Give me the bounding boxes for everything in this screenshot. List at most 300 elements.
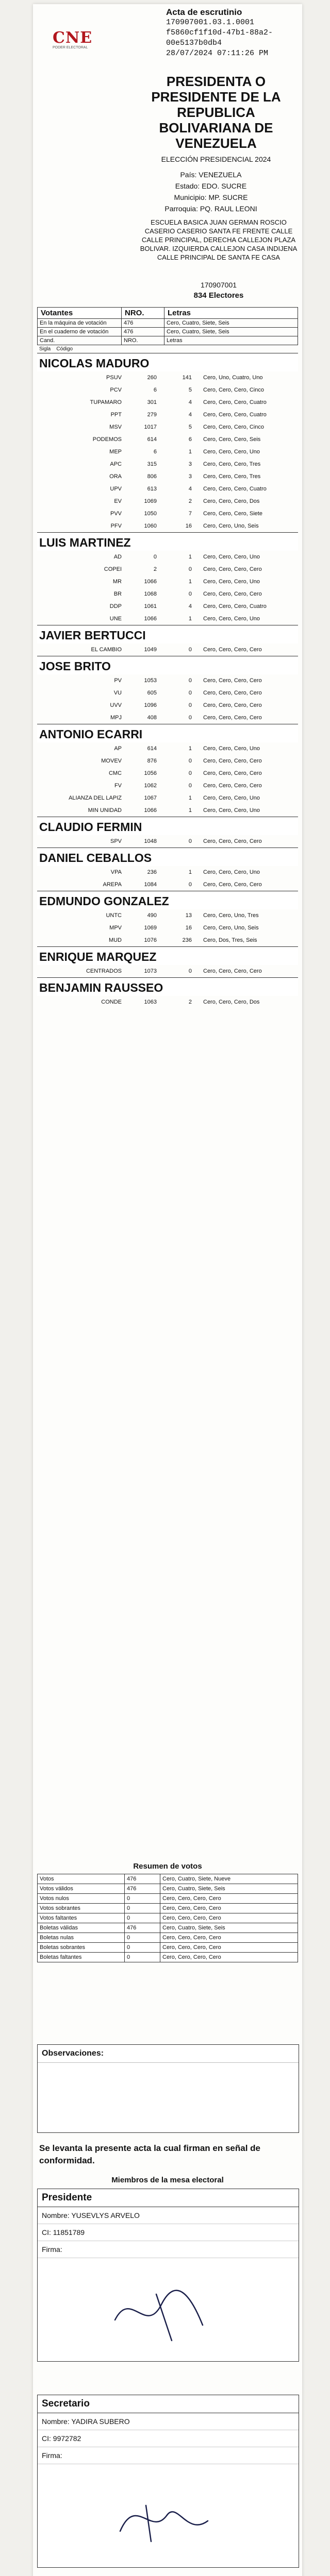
resumen-row [38,1933,298,1943]
party-votes: 4 [188,399,192,405]
party-row [37,495,298,507]
party-row [37,507,298,520]
party-row [37,409,298,421]
party-row [37,483,298,495]
candidate-name: BENJAMIN RAUSSEO [37,978,298,996]
party-votes-words: Cero, Cero, Cero, Uno [203,745,260,752]
table-row [38,328,298,336]
estado: Estado: EDO. SUCRE [175,182,247,190]
candidate-name: JAVIER BERTUCCI [37,625,298,644]
party-code: 614 [147,436,157,443]
party-sigla: BR [113,591,122,597]
party-votes: 4 [188,486,192,492]
party-row [37,371,298,384]
party-row [37,779,298,792]
party-code: 1068 [144,591,157,597]
party-code: 614 [147,745,157,752]
resumen-label: Boletas faltantes [38,1953,125,1962]
party-votes-words: Cero, Cero, Cero, Uno [203,579,260,585]
resumen-nro: 0 [125,1913,160,1923]
party-sigla: CONDE [101,999,122,1005]
resumen-letras: Cero, Cero, Cero, Cero [160,1943,298,1953]
party-votes-words: Cero, Cero, Uno, Seis [203,523,259,529]
party-votes-words: Cero, Cero, Uno, Tres [203,912,259,919]
party-votes-words: Cero, Cero, Cero, Tres [203,461,261,467]
party-row [37,866,298,878]
party-votes: 0 [188,882,192,888]
party-votes: 0 [188,591,192,597]
party-votes-words: Cero, Cero, Cero, Cero [203,566,262,572]
sub-header-row [38,336,298,345]
resumen-row [38,1904,298,1913]
party-votes-words: Cero, Cero, Cero, Siete [203,511,262,517]
location-block [126,169,296,214]
resumen-letras: Cero, Cero, Cero, Cero [160,1904,298,1913]
member-name: Nombre: YUSEVLYS ARVELO [38,2207,299,2224]
party-votes-words: Cero, Cero, Cero, Uno [203,449,260,455]
party-code: 806 [147,473,157,480]
party-sigla: FV [114,783,122,789]
candidate-block [37,724,298,817]
party-row [37,792,298,804]
party-code: 1066 [144,807,157,814]
resumen-nro: 0 [125,1894,160,1904]
resumen-letras: Cero, Cero, Cero, Cero [160,1953,298,1962]
candidate-name: JOSE BRITO [37,656,298,675]
party-code: 236 [147,869,157,875]
party-row [37,396,298,409]
party-row [37,742,298,755]
party-row [37,996,298,1008]
party-votes-words: Cero, Cero, Cero, Dos [203,999,260,1005]
party-code: 315 [147,461,157,467]
party-votes-words: Cero, Cero, Cero, Cero [203,770,262,776]
party-sigla: EL CAMBIO [91,647,122,653]
party-row [37,458,298,470]
party-row [37,551,298,563]
candidate-name: NICOLAS MADURO [37,353,298,372]
party-votes-words: Cero, Cero, Cero, Cero [203,882,262,888]
party-row [37,965,298,977]
party-row [37,613,298,625]
party-votes: 0 [188,968,192,974]
centro-code: 170907001 [200,281,237,289]
party-row [37,711,298,724]
centro-name: ESCUELA BASICA JUAN GERMAN ROSCIO [151,218,287,226]
party-votes-words: Cero, Cero, Cero, Uno [203,795,260,801]
resumen-row [38,1874,298,1884]
party-sigla: DDP [109,603,122,609]
party-code: 1063 [144,999,157,1005]
party-sigla: ALIANZA DEL LAPIZ [69,795,122,801]
party-row [37,520,298,532]
resumen-label: Boletas nulas [38,1933,125,1943]
conformidad-statement: Se levanta la presente acta la cual firman en señal de conformidad. [39,2143,260,2165]
party-code: 6 [153,449,157,455]
party-sigla: MOVEV [101,758,122,764]
party-sigla: ORA [109,473,122,480]
row-label: En la máquina de votación [38,319,122,328]
party-row [37,909,298,922]
party-votes: 4 [188,412,192,418]
sub-head-cand: Cand. [38,336,122,345]
party-sigla: PSUV [106,375,122,381]
party-code: 260 [147,375,157,381]
party-sigla: VPA [110,869,122,875]
resumen-caption: Resumen de votos [133,1862,202,1871]
party-sigla: MEP [109,449,122,455]
sub-head-codigo: Código [56,346,73,352]
party-row [37,687,298,699]
party-votes: 1 [188,745,192,752]
party-sigla: TUPAMARO [90,399,122,405]
party-sigla: MPJ [110,715,122,721]
party-code: 1061 [144,603,157,609]
pais: País: VENEZUELA [180,171,242,179]
party-code: 1066 [144,579,157,585]
party-votes-words: Cero, Cero, Cero, Tres [203,473,261,480]
party-votes: 0 [188,566,192,572]
party-votes: 3 [188,473,192,480]
party-votes-words: Cero, Cero, Cero, Uno [203,869,260,875]
resumen-table [37,1859,298,1962]
party-votes: 0 [188,647,192,653]
resumen-nro: 0 [125,1943,160,1953]
party-code: 279 [147,412,157,418]
acta-codes [136,7,296,59]
resumen-letras: Cero, Cuatro, Siete, Seis [160,1884,298,1894]
party-votes: 141 [182,375,192,381]
resumen-nro: 0 [125,1904,160,1913]
party-votes: 0 [188,677,192,684]
cne-logo [53,29,109,60]
party-votes-words: Cero, Cero, Cero, Cuatro [203,603,267,609]
party-votes-words: Cero, Cero, Cero, Uno [203,616,260,622]
candidate-block [37,625,298,656]
member-role: Presidente [38,2189,299,2207]
party-sigla: PFV [110,523,122,529]
party-sigla: PODEMOS [92,436,122,443]
party-votes: 0 [188,770,192,776]
party-votes: 13 [185,912,192,919]
party-votes-words: Cero, Cero, Cero, Cuatro [203,412,267,418]
resumen-row [38,1943,298,1953]
resumen-nro: 476 [125,1923,160,1933]
party-votes-words: Cero, Cero, Cero, Cero [203,838,262,844]
party-votes-words: Cero, Cero, Cero, Cero [203,677,262,684]
candidate-block [37,656,298,724]
election-name: ELECCIÓN PRESIDENCIAL 2024 [161,155,271,163]
candidate-name: ANTONIO ECARRI [37,724,298,743]
party-sigla: UVV [110,702,122,708]
member-ci: CI: 9972782 [38,2430,299,2447]
party-votes-words: Cero, Cero, Cero, Cero [203,702,262,708]
candidate-block [37,977,298,1008]
party-row [37,674,298,687]
party-votes: 1 [188,869,192,875]
logo-mark: CNE [53,29,93,47]
party-votes: 0 [188,783,192,789]
party-votes-words: Cero, Cero, Cero, Cero [203,783,262,789]
party-code: 408 [147,715,157,721]
party-votes: 4 [188,603,192,609]
party-votes-words: Cero, Cero, Cero, Uno [203,807,260,814]
party-row [37,575,298,588]
party-votes: 0 [188,838,192,844]
party-votes: 1 [188,616,192,622]
party-row [37,384,298,396]
candidate-name: DANIEL CEBALLOS [37,848,298,867]
party-code: 2 [153,566,157,572]
party-code: 1048 [144,838,157,844]
party-code: 1069 [144,498,157,504]
party-sigla: EV [114,498,122,504]
logo-subtitle: PODER ELECTORAL [53,46,88,49]
party-votes-words: Cero, Cero, Cero, Cuatro [203,486,267,492]
signature [38,2464,299,2567]
party-code: 6 [153,387,157,393]
candidates-list [37,353,298,1008]
party-row [37,755,298,767]
col-votantes: Votantes [38,308,122,319]
centro-address: CASERIO CASERIO SANTA FE FRENTE CALLE CALLE PRINCIPAL, DERECHA CALLEJON PLAZA BOLIVAR. IZQUIERDA CALLEJON CASA INDIJENA CALLE PRINCIPAL DE SANTA FE CASA [140,227,298,261]
resumen-row [38,1913,298,1923]
candidate-name: CLAUDIO FERMIN [37,817,298,836]
party-votes: 236 [182,937,192,943]
electores-count: 834 Electores [193,291,244,300]
party-row [37,421,298,433]
party-code: 1067 [144,795,157,801]
row-letras: Cero, Cuatro, Siete, Seis [164,319,298,328]
resumen-letras: Cero, Cero, Cero, Cero [160,1894,298,1904]
candidate-block [37,353,298,532]
resumen-row [38,1894,298,1904]
party-votes-words: Cero, Cero, Cero, Cero [203,715,262,721]
resumen-nro: 476 [125,1874,160,1884]
party-sigla: CENTRADOS [86,968,122,974]
party-code: 1017 [144,424,157,430]
party-sigla: PCV [110,387,122,393]
party-votes-words: Cero, Uno, Cuatro, Uno [203,375,263,381]
party-votes: 5 [188,387,192,393]
resumen-label: Votos nulos [38,1894,125,1904]
party-sigla: UNTC [106,912,122,919]
party-votes: 16 [185,925,192,931]
party-votes: 1 [188,795,192,801]
party-row [37,699,298,711]
resumen-label: Boletas sobrantes [38,1943,125,1953]
party-code: 490 [147,912,157,919]
resumen-label: Votos faltantes [38,1913,125,1923]
resumen-letras: Cero, Cero, Cero, Cero [160,1913,298,1923]
party-votes: 7 [188,511,192,517]
sub-head-nro: NRO. [122,336,164,345]
party-sigla: MR [112,579,122,585]
sub-head-sigla: Sigla [39,346,51,352]
member-role: Secretario [38,2395,299,2413]
member-firma-label: Firma: [38,2447,299,2464]
election-title [136,74,296,163]
party-code: 1069 [144,925,157,931]
resumen-label: Votos sobrantes [38,1904,125,1913]
party-votes-words: Cero, Cero, Cero, Cero [203,968,262,974]
candidate-block [37,532,298,625]
party-votes-words: Cero, Dos, Tres, Seis [203,937,257,943]
party-row [37,588,298,600]
candidate-block [37,946,298,977]
resumen-row [38,1953,298,1962]
resumen-letras: Cero, Cuatro, Siete, Seis [160,1923,298,1933]
row-nro: 476 [122,328,164,336]
observaciones-box [37,2044,299,2133]
party-sigla: MUD [108,937,122,943]
member-ci: CI: 11851789 [38,2224,299,2241]
party-sigla: AP [114,745,122,752]
candidate-block [37,848,298,891]
party-row [37,563,298,575]
table-row [38,319,298,328]
party-code: 1062 [144,783,157,789]
party-votes-words: Cero, Cero, Cero, Cuatro [203,399,267,405]
party-row [37,804,298,817]
party-code: 613 [147,486,157,492]
party-votes-words: Cero, Cero, Cero, Cero [203,591,262,597]
party-row [37,878,298,891]
party-sigla: PPT [110,412,122,418]
party-votes: 1 [188,579,192,585]
member-name: Nombre: YADIRA SUBERO [38,2413,299,2430]
party-votes: 0 [188,690,192,696]
title-line: PRESIDENTA O PRESIDENTE DE LA REPUBLICA BOLIVARIANA DE VENEZUELA [151,74,281,151]
party-row [37,922,298,934]
party-votes: 0 [188,702,192,708]
resumen-label: Votos [38,1874,125,1884]
party-sigla: UNE [109,616,122,622]
party-code: 1049 [144,647,157,653]
resumen-label: Boletas válidas [38,1923,125,1933]
party-votes: 1 [188,449,192,455]
candidate-block [37,817,298,848]
party-row [37,433,298,446]
resumen-nro: 0 [125,1953,160,1962]
resumen-letras: Cero, Cuatro, Siete, Nueve [160,1874,298,1884]
candidate-name: EDMUNDO GONZALEZ [37,891,298,910]
party-votes: 2 [188,999,192,1005]
party-votes-words: Cero, Cero, Uno, Seis [203,925,259,931]
party-votes-words: Cero, Cero, Cero, Cinco [203,387,264,393]
observaciones-label: Observaciones: [38,2045,299,2063]
resumen-row [38,1923,298,1933]
col-nro: NRO. [122,308,164,319]
party-row [37,470,298,483]
member-block [37,2189,299,2362]
party-sigla: SPV [110,838,122,844]
party-votes: 6 [188,436,192,443]
signature [38,2258,299,2361]
party-sigla: MIN UNIDAD [88,807,122,814]
party-votes: 0 [188,758,192,764]
resumen-nro: 0 [125,1933,160,1943]
resumen-letras: Cero, Cero, Cero, Cero [160,1933,298,1943]
acta-label: Acta de escrutinio [166,7,242,17]
party-sigla: AD [113,554,122,560]
party-row [37,643,298,656]
party-votes: 2 [188,498,192,504]
acta-uuid: f5860cf1f10d-47b1-88a2-00e5137b0db4 [166,28,273,47]
party-sigla: VU [113,690,122,696]
parroquia: Parroquia: PQ. RAUL LEONI [164,205,257,213]
party-code: 605 [147,690,157,696]
party-votes: 1 [188,807,192,814]
centro-block [136,218,301,262]
party-votes-words: Cero, Cero, Cero, Seis [203,436,261,443]
party-votes: 16 [185,523,192,529]
party-code: 1056 [144,770,157,776]
party-sigla: MPV [109,925,122,931]
electores-block [136,280,301,301]
party-code: 1066 [144,616,157,622]
party-votes: 1 [188,554,192,560]
member-block [37,2395,299,2568]
party-votes-words: Cero, Cero, Cero, Cero [203,690,262,696]
candidate-name: LUIS MARTINEZ [37,533,298,551]
acta-timestamp: 28/07/2024 07:11:26 PM [166,49,269,58]
party-code: 876 [147,758,157,764]
party-sigla: AREPA [103,882,122,888]
resumen-nro: 476 [125,1884,160,1894]
party-row [37,767,298,779]
party-code: 1076 [144,937,157,943]
party-code: 1050 [144,511,157,517]
party-votes-words: Cero, Cero, Cero, Uno [203,554,260,560]
party-row [37,446,298,458]
sub-head-letras: Letras [164,336,298,345]
party-sigla: MSV [109,424,122,430]
party-votes-words: Cero, Cero, Cero, Dos [203,498,260,504]
votantes-table [37,307,298,345]
party-code: 0 [153,554,157,560]
resumen-label: Votos válidos [38,1884,125,1894]
party-votes: 0 [188,715,192,721]
candidate-name: ENRIQUE MARQUEZ [37,947,298,965]
party-sigla: COPEI [104,566,122,572]
sub-head-extra [37,345,298,353]
row-letras: Cero, Cuatro, Siete, Seis [164,328,298,336]
party-sigla: CMC [108,770,122,776]
col-letras: Letras [164,308,298,319]
row-label: En el cuaderno de votación [38,328,122,336]
party-sigla: UPV [110,486,122,492]
party-votes: 5 [188,424,192,430]
party-code: 1053 [144,677,157,684]
votes-table [37,307,298,1008]
row-nro: 476 [122,319,164,328]
party-row [37,600,298,613]
acta-document [33,4,302,2576]
party-votes-words: Cero, Cero, Cero, Cero [203,758,262,764]
party-code: 1084 [144,882,157,888]
party-sigla: PVV [110,511,122,517]
party-code: 1073 [144,968,157,974]
party-row [37,835,298,848]
member-firma-label: Firma: [38,2241,299,2258]
party-code: 301 [147,399,157,405]
acta-code: 170907001.03.1.0001 [166,18,255,27]
party-code: 1096 [144,702,157,708]
party-code: 1060 [144,523,157,529]
party-votes-words: Cero, Cero, Cero, Cero [203,647,262,653]
members-caption: Miembros de la mesa electoral [111,2176,224,2184]
